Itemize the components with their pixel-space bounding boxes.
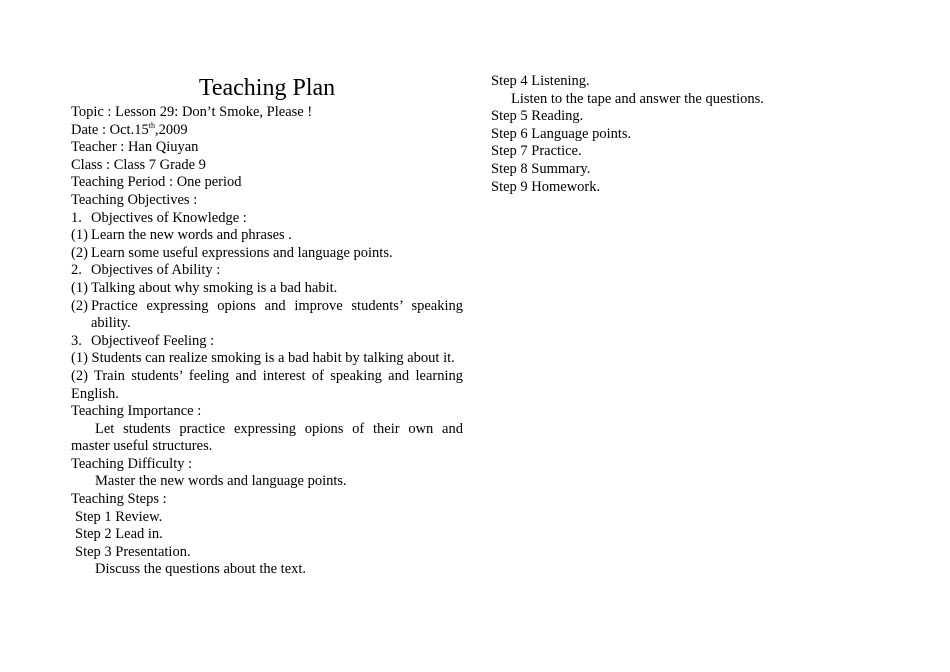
period-line: Teaching Period : One period	[71, 174, 242, 191]
difficulty-heading: Teaching Difficulty :	[71, 455, 193, 472]
item-number: (1)	[71, 279, 88, 296]
feeling-heading	[71, 333, 463, 351]
knowledge-heading-text: Objectives of Knowledge :	[91, 209, 247, 226]
feeling-heading-text: Objectiveof Feeling :	[91, 332, 215, 349]
step-8: Step 8 Summary.	[491, 160, 591, 177]
step-3-detail: Discuss the questions about the text.	[95, 561, 307, 578]
feeling-item-2: (2) Train students’ feeling and interest of speaking and learning English.	[71, 367, 463, 402]
importance-heading: Teaching Importance :	[71, 403, 202, 420]
step-4: Step 4 Listening.	[491, 73, 590, 89]
step-4-detail: Listen to the tape and answer the questions.	[511, 90, 764, 107]
ability-item-1	[71, 280, 463, 298]
step-2: Step 2 Lead in.	[75, 526, 163, 543]
step-3: Step 3 Presentation.	[75, 543, 191, 560]
date-line	[71, 122, 463, 140]
knowledge-number: 1.	[71, 209, 82, 226]
ability-heading	[71, 262, 463, 280]
importance-text: Let students practice expressing opions of their own and master useful structures.	[71, 420, 463, 455]
difficulty-text: Master the new words and language points.	[95, 473, 347, 490]
date-prefix: Date : Oct.15	[71, 121, 149, 138]
knowledge-heading	[71, 210, 463, 228]
item-text: Learn some useful expressions and language points.	[91, 244, 393, 261]
ability-number: 2.	[71, 262, 82, 279]
date-superscript: th	[148, 120, 155, 130]
item-number: (2)	[71, 297, 88, 314]
item-text: Practice expressing opions and improve students’ speaking ability.	[91, 297, 463, 332]
knowledge-item-2	[71, 245, 463, 263]
left-column	[71, 73, 463, 579]
step-5: Step 5 Reading.	[491, 108, 584, 125]
item-number: (2)	[71, 244, 88, 261]
step-6: Step 6 Language points.	[491, 125, 632, 142]
objectives-heading: Teaching Objectives :	[71, 191, 198, 208]
knowledge-item-1	[71, 227, 463, 245]
step-9: Step 9 Homework.	[491, 178, 601, 195]
class-line: Class : Class 7 Grade 9	[71, 156, 206, 173]
page-title: Teaching Plan	[198, 75, 336, 101]
ability-item-2	[71, 298, 463, 333]
ability-heading-text: Objectives of Ability :	[91, 262, 221, 279]
right-column	[491, 73, 891, 196]
item-number: (1)	[71, 227, 88, 244]
step-1: Step 1 Review.	[75, 508, 163, 525]
step-7: Step 7 Practice.	[491, 143, 582, 160]
topic-line: Topic : Lesson 29: Don’t Smoke, Please !	[71, 104, 313, 120]
feeling-item-1: (1) Students can realize smoking is a bad habit by talking about it.	[71, 350, 455, 367]
item-text: Learn the new words and phrases .	[91, 227, 292, 244]
date-suffix: ,2009	[154, 121, 188, 138]
feeling-number: 3.	[71, 332, 82, 349]
teacher-line: Teacher : Han Qiuyan	[71, 139, 199, 156]
item-text: Talking about why smoking is a bad habit.	[91, 279, 338, 296]
steps-heading: Teaching Steps :	[71, 491, 167, 508]
